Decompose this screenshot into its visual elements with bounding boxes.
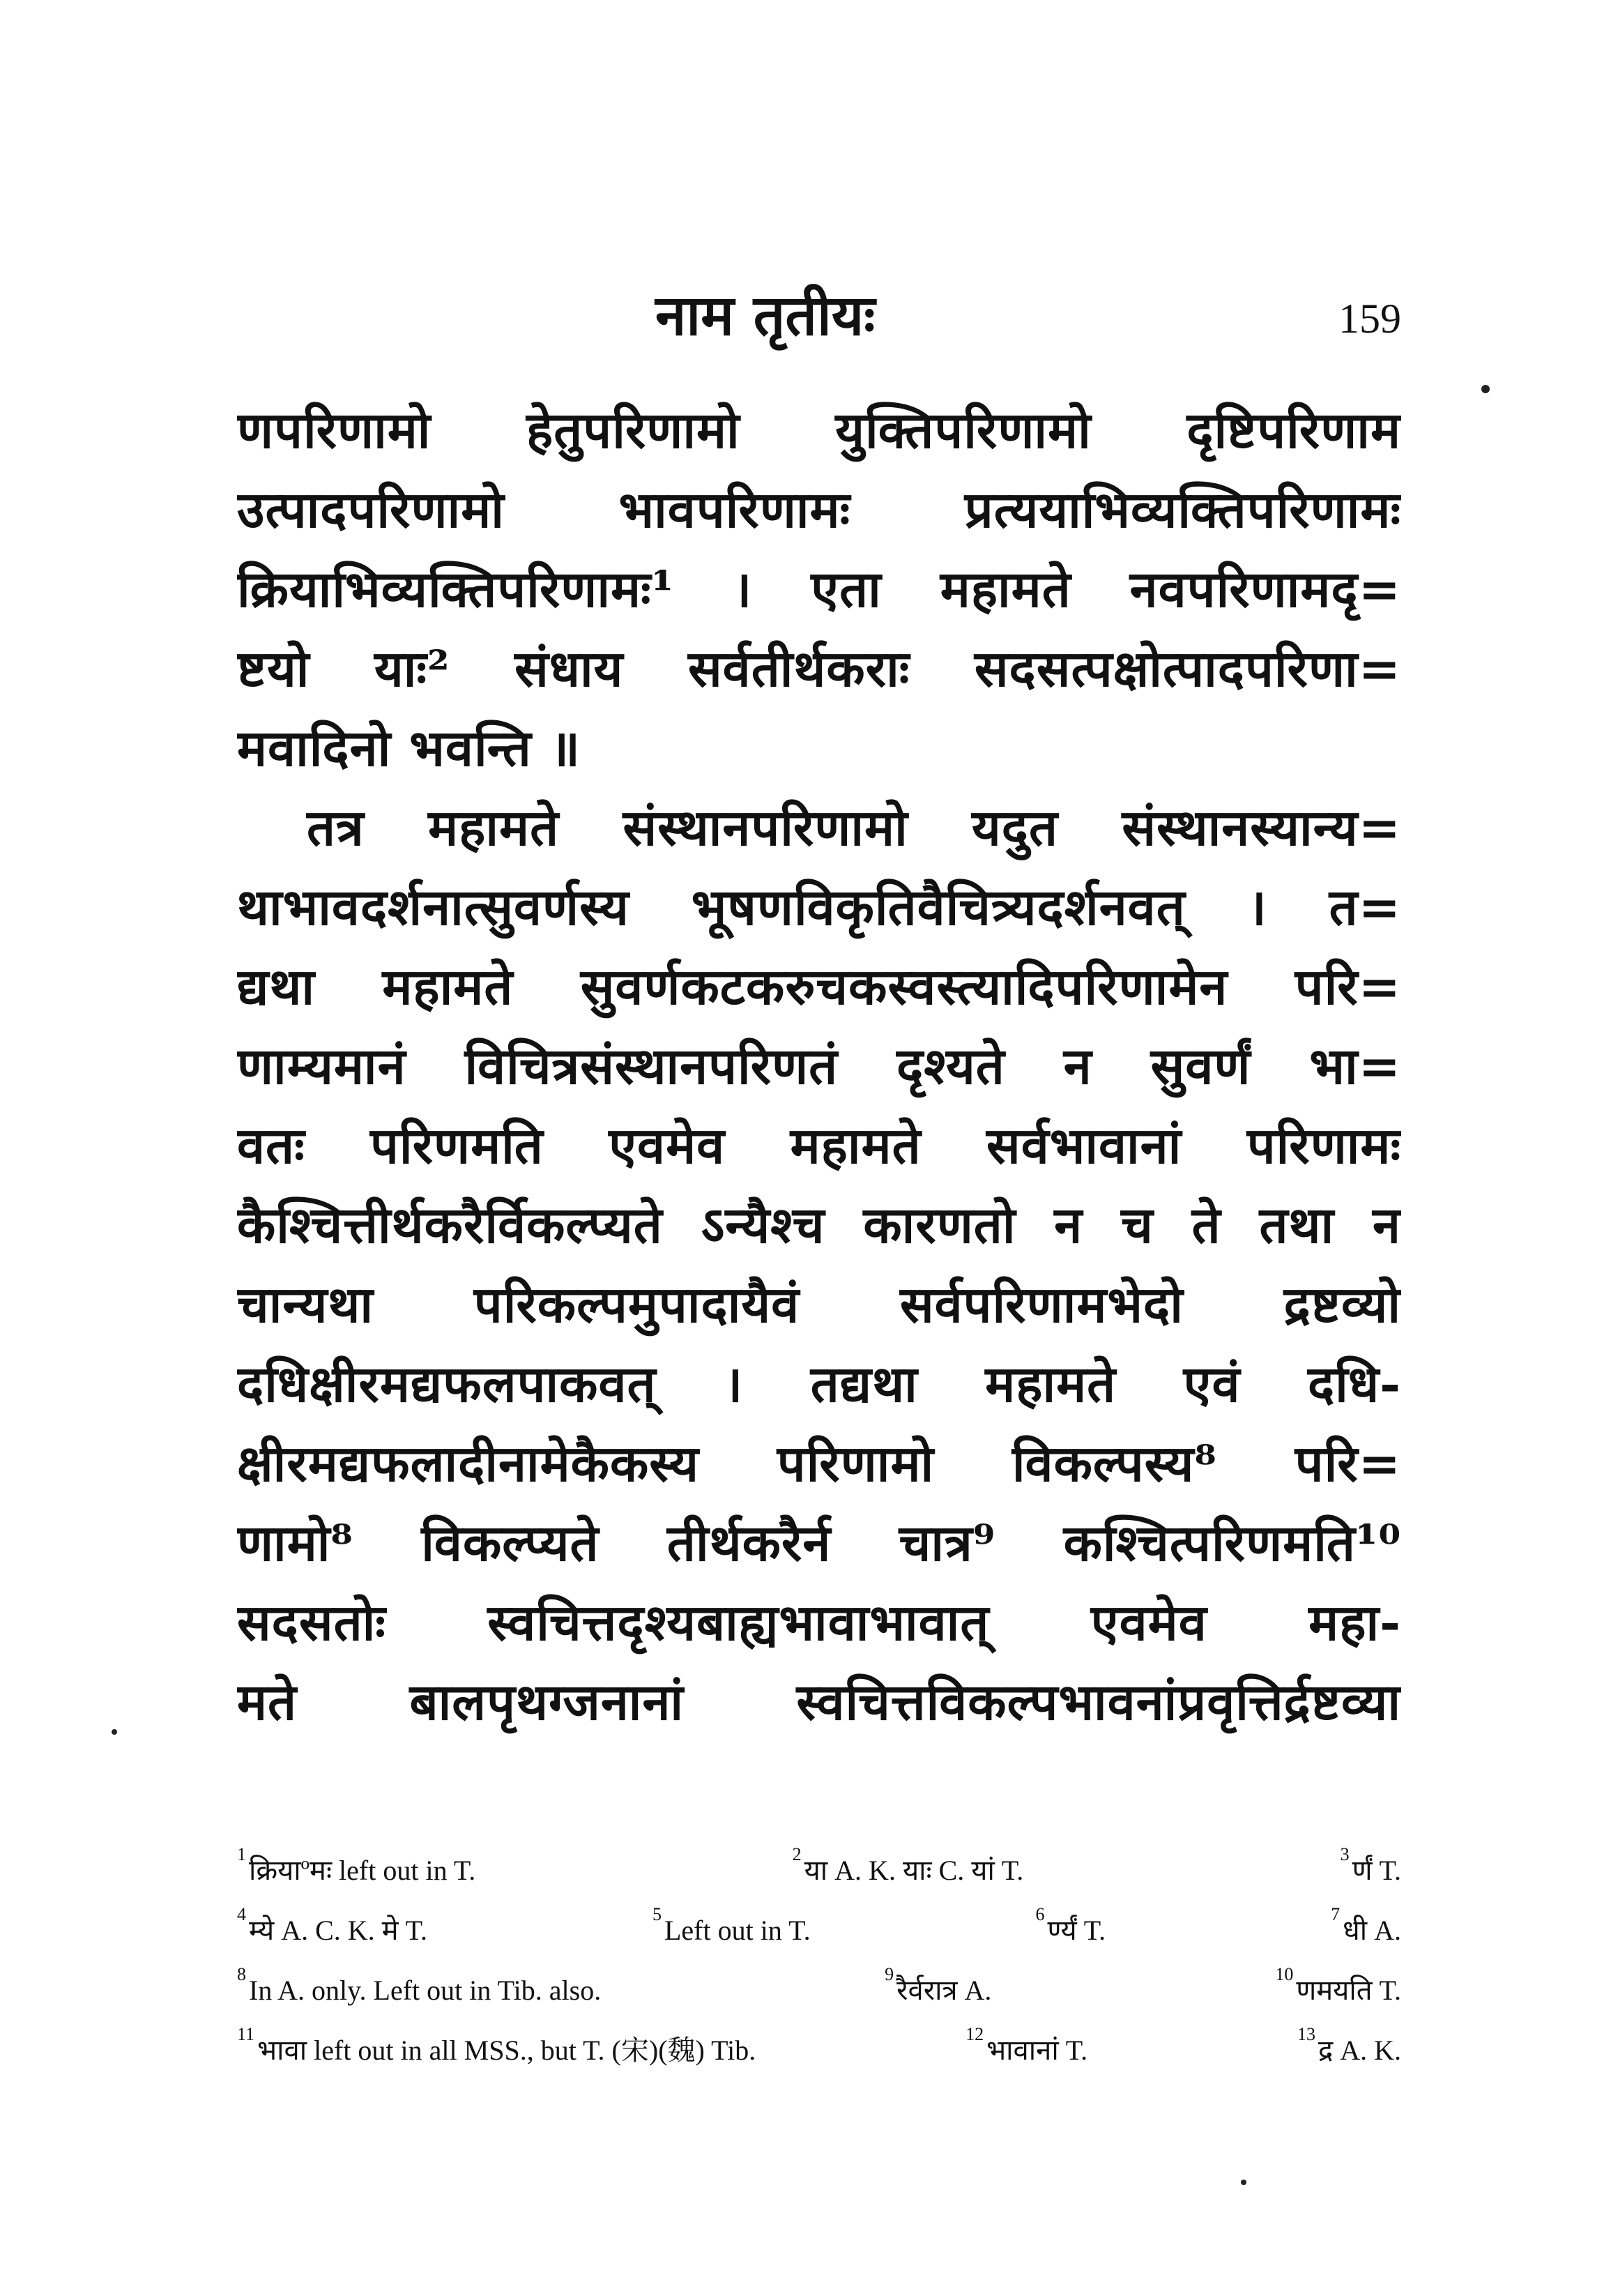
footnote-text: द्र A. K. — [1318, 2035, 1401, 2066]
text-line: चान्यथा परिकल्पमुपादायैवं सर्वपरिणामभेदो द्रष्टव्यो — [237, 1275, 1401, 1334]
footnote-number: 11 — [237, 2024, 255, 2044]
text-line: उत्पादपरिणामो भावपरिणामः प्रत्ययाभिव्यक्तिपरिणामः — [237, 480, 1401, 539]
footnote-number: 4 — [237, 1904, 246, 1924]
text-line: क्षीरमद्यफलादीनामेकैकस्य परिणामो विकल्पस्य⁸ परि= — [237, 1434, 1401, 1493]
footnotes — [237, 1841, 1401, 2081]
footnote — [885, 1961, 991, 2021]
text-line: सदसतोः स्वचित्तदृश्यबाह्यभावाभावात् एवमेव महा- — [237, 1592, 1401, 1652]
footnote-text: र्ण्यं T. — [1047, 1915, 1106, 1946]
footnote-text: या A. K. याः C. यां T. — [804, 1855, 1024, 1886]
text-line: तत्र महामते संस्थानपरिणामो यदुत संस्थानस्यान्य= — [307, 798, 1401, 857]
text-line: णामो⁸ विकल्प्यते तीर्थकरैर्न चात्र⁹ कश्चित्परिणमति¹⁰ — [237, 1513, 1401, 1572]
text-line: क्रियाभिव्यक्तिपरिणामः¹ । एता महामते नवपरिणामदृ= — [237, 559, 1401, 618]
footnote-number: 10 — [1275, 1964, 1294, 1984]
footnote-number: 1 — [237, 1844, 246, 1864]
footnote-text: म्ये A. C. K. मे T. — [249, 1915, 428, 1946]
text-line: ष्टयो याः² संधाय सर्वतीर्थकराः सदसत्पक्षोत्पादपरिणा= — [237, 639, 1401, 698]
footnote-number: 8 — [237, 1964, 246, 1984]
ink-speck — [1241, 2180, 1246, 2185]
text-line: कैश्चित्तीर्थकरैर्विकल्प्यते ऽन्यैश्च कारणतो न च ते तथा न — [237, 1195, 1401, 1254]
footnote-number: 13 — [1297, 2024, 1315, 2044]
text-line: दधिक्षीरमद्यफलपाकवत् । तद्यथा महामते एवं दधि- — [237, 1354, 1401, 1413]
footnote-row — [237, 1841, 1401, 1901]
footnote — [793, 1841, 1024, 1901]
text-line: थाभावदर्शनात्सुवर्णस्य भूषणविकृतिवैचित्र्यदर्शनवत् । त= — [237, 877, 1401, 936]
text-line: मते बालपृथग्जनानां स्वचित्तविकल्पभावनांप्रवृत्तिर्द्रष्टव्या — [237, 1672, 1401, 1731]
page-number: 159 — [1338, 296, 1401, 342]
running-head — [237, 273, 1401, 357]
footnote — [237, 1841, 475, 1901]
footnote — [1275, 1961, 1401, 2021]
footnote — [237, 2021, 756, 2081]
footnote-number: 7 — [1331, 1904, 1341, 1924]
footnote — [965, 2021, 1087, 2081]
footnote-text: भावा left out in all MSS., but T. (宋)(魏) Tib. — [257, 2035, 756, 2066]
ink-speck — [112, 1729, 117, 1735]
footnote-text: Left out in T. — [664, 1915, 811, 1946]
footnote — [652, 1901, 811, 1961]
footnote-number: 2 — [792, 1844, 802, 1864]
footnote-number: 9 — [885, 1964, 894, 1984]
footnote — [1331, 1901, 1401, 1961]
footnote-text: धी A. — [1343, 1915, 1401, 1946]
footnote-row — [237, 1901, 1401, 1961]
footnote-text: In A. only. Left out in Tib. also. — [249, 1975, 602, 2006]
running-title: नाम तृतीयः — [655, 282, 876, 348]
footnote — [237, 1901, 427, 1961]
text-line: णपरिणामो हेतुपरिणामो युक्तिपरिणामो दृष्टिपरिणाम — [237, 400, 1401, 459]
text-line: मवादिनो भवन्ति ॥ — [237, 718, 581, 777]
text-line: वतः परिणमति एवमेव महामते सर्वभावानां परिणामः — [237, 1116, 1401, 1175]
footnote-text: रैर्वरात्र A. — [896, 1975, 992, 2006]
text-line: द्यथा महामते सुवर्णकटकरुचकस्वस्त्यादिपरिणामेन परि= — [237, 957, 1401, 1016]
footnote-number: 6 — [1035, 1904, 1045, 1924]
footnote — [1297, 2021, 1401, 2081]
text-line: णाम्यमानं विचित्रसंस्थानपरिणतं दृश्यते न सुवर्णं भा= — [237, 1036, 1401, 1095]
footnote-number: 3 — [1340, 1844, 1350, 1864]
footnote-row — [237, 2021, 1401, 2081]
footnote — [237, 1961, 601, 2021]
footnote-text: र्णं T. — [1352, 1855, 1401, 1886]
ink-speck — [1481, 385, 1490, 393]
footnote-text: क्रियाºमः left out in T. — [249, 1855, 476, 1886]
footnote-number: 12 — [965, 2024, 984, 2044]
footnote-row — [237, 1961, 1401, 2021]
footnote-text: णमयति T. — [1296, 1975, 1401, 2006]
footnote — [1036, 1901, 1106, 1961]
footnote-text: भावानां T. — [986, 2035, 1088, 2066]
footnote-number: 5 — [652, 1904, 662, 1924]
footnote — [1341, 1841, 1401, 1901]
body-text — [237, 390, 1401, 1742]
